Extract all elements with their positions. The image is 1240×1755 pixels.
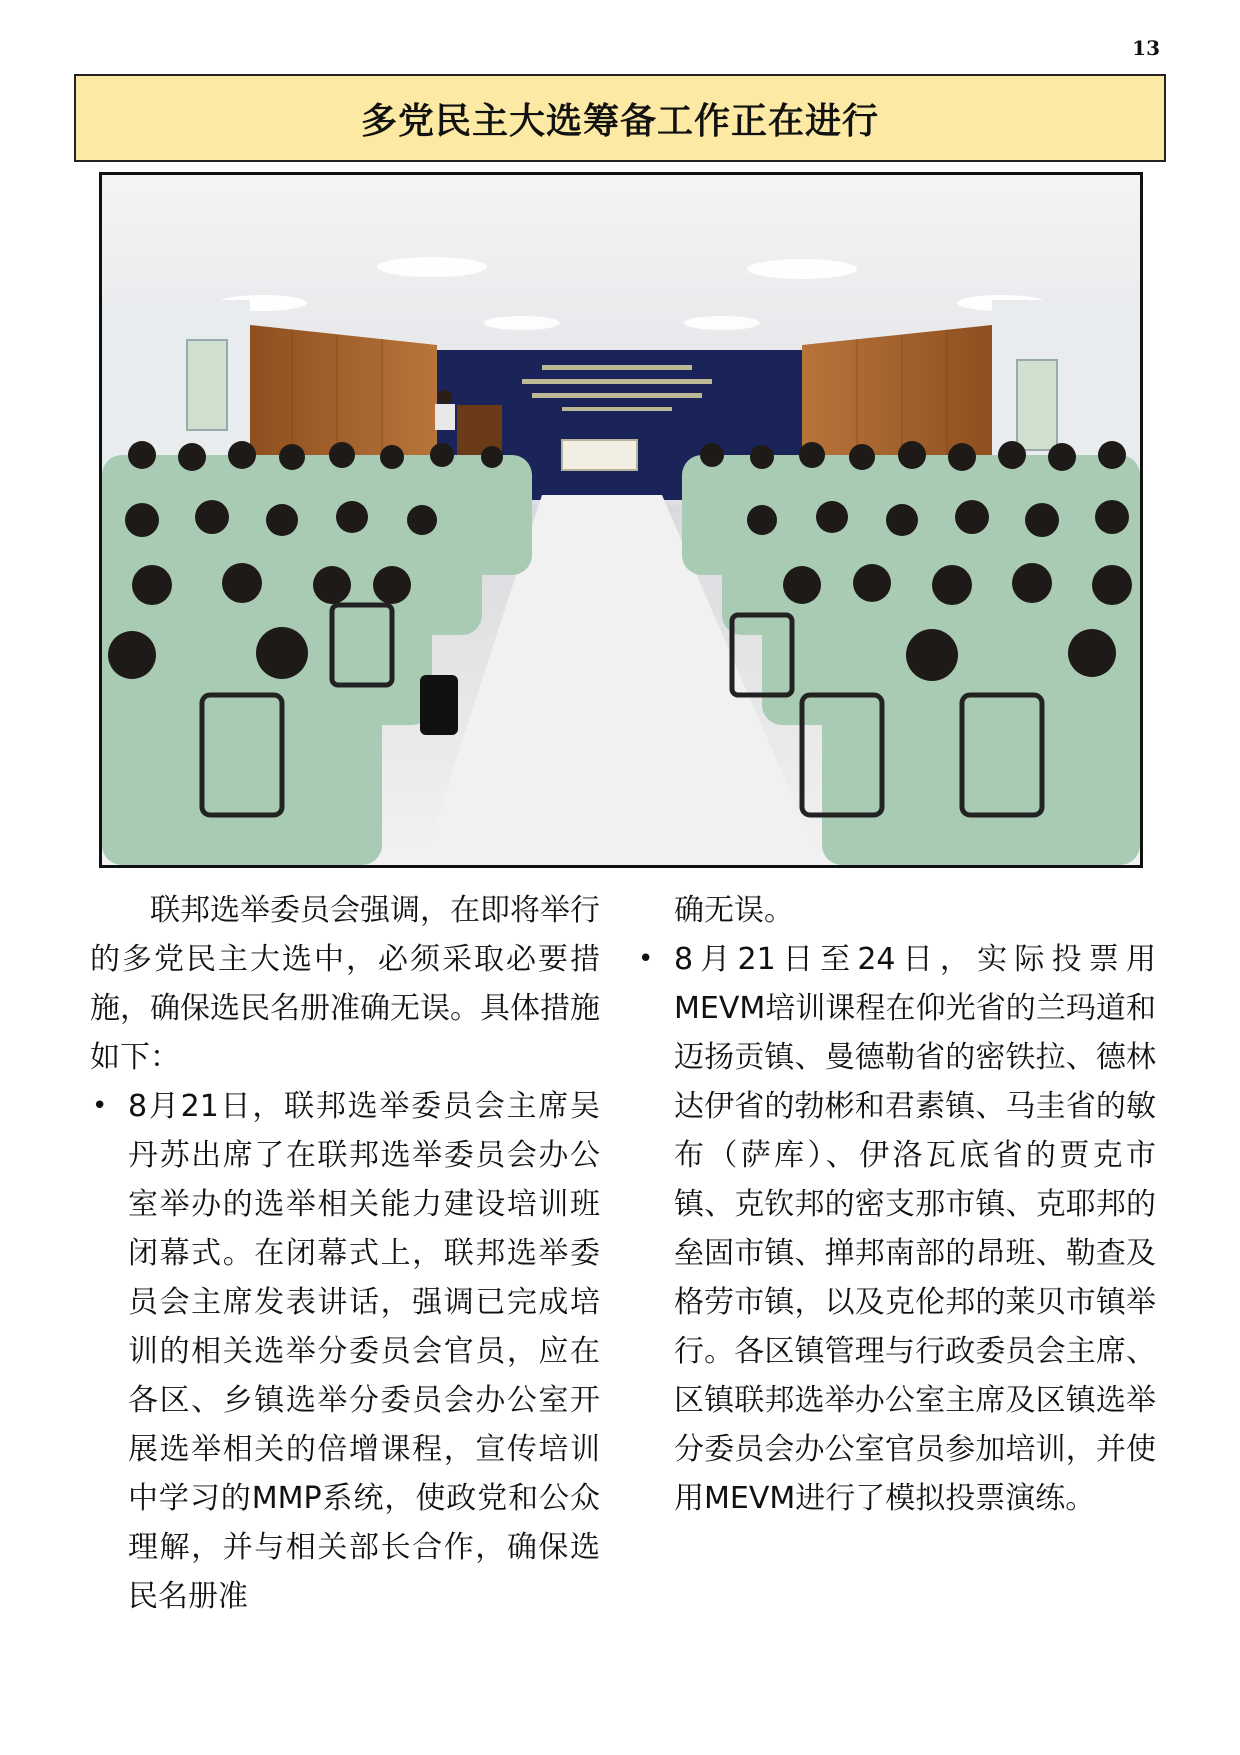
title-banner (74, 74, 1166, 162)
page-title: 多党民主大选筹备工作正在进行 (360, 100, 879, 142)
article-column-right (636, 886, 1156, 1523)
article-bullet-2 (636, 935, 1156, 1523)
article-bullet-1-continued: 确无误。 (674, 893, 794, 928)
bullet-marker: • (92, 1091, 108, 1121)
page-number: 13 (1132, 36, 1160, 60)
photo-illustration (102, 175, 1140, 865)
article-intro: 联邦选举委员会强调，在即将举行的多党民主大选中，必须采取必要措施，确保选民名册准确无误。具体措施如下： (90, 893, 600, 1075)
article-column-left (90, 886, 600, 1621)
article-bullet-1 (90, 1082, 600, 1621)
bullet-marker: • (638, 944, 654, 974)
photo-training-hall (99, 172, 1143, 868)
article-bullet-2-text: 8月21日至24日，实际投票用MEVM培训课程在仰光省的兰玛道和迈扬贡镇、曼德勒省的密铁拉、德林达伊省的勃彬和君素镇、马圭省的敏布（萨库）、伊洛瓦底省的贾克市镇、克钦邦的密支那市镇、克耶邦的垒固市镇、掸邦南部的昂班、勒查及格劳市镇，以及克伦邦的莱贝市镇举行。各区镇管理与行政委员会主席、区镇联邦选举办公室主席及区镇选举分委员会办公室官员参加培训，并使用MEVM进行了模拟投票演练。 (674, 942, 1156, 1516)
article-bullet-1-text: 8月21日，联邦选举委员会主席吴丹苏出席了在联邦选举委员会办公室举办的选举相关能力建设培训班闭幕式。在闭幕式上，联邦选举委员会主席发表讲话，强调已完成培训的相关选举分委员会官员，应在各区、乡镇选举分委员会办公室开展选举相关的倍增课程，宣传培训中学习的MMP系统，使政党和公众理解，并与相关部长合作，确保选民名册准 (128, 1089, 600, 1614)
